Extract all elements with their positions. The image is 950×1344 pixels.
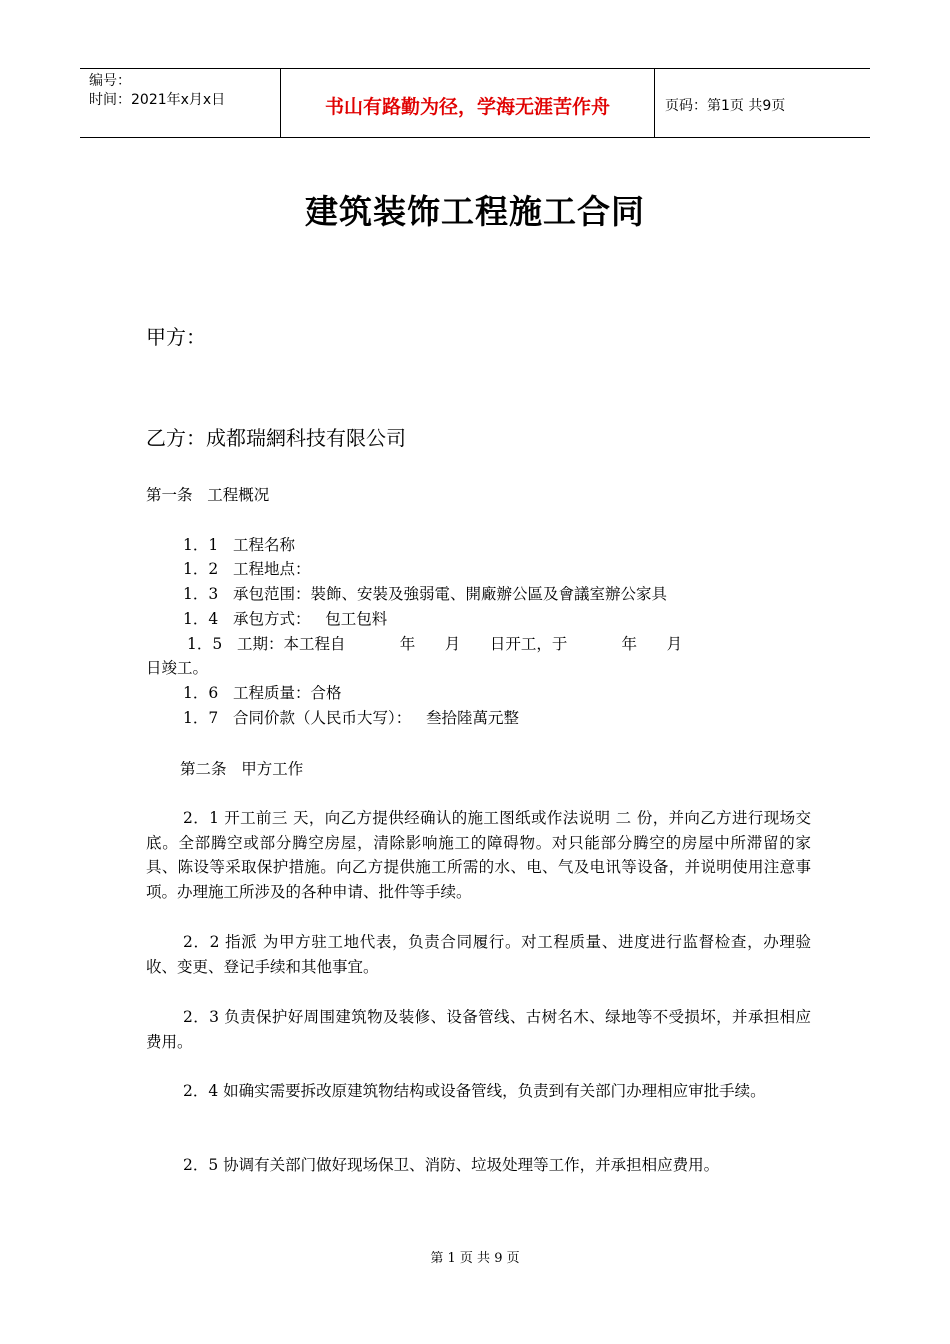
- article2-paragraph: 2．4 如确实需要拆改原建筑物结构或设备管线，负责到有关部门办理相应审批手续。: [183, 1082, 766, 1100]
- article2-paragraph: 2．1 开工前三 天，向乙方提供经确认的施工图纸或作法说明 二 份，并向乙方进行现场交底。全部腾空或部分腾空房屋，清除影响施工的障碍物。对只能部分腾空的房屋中所滞留的家具、陈设等采取保护措施。向乙方提供施工所需的水、电、气及电讯等设备，并说明使用注意事项。办理施工所涉及的各种申请、批件等手续。: [146, 809, 811, 901]
- party-b: 乙方：成都瑞網科技有限公司: [146, 426, 406, 450]
- time-label: 时间：2021年x月x日: [89, 92, 226, 108]
- party-a: 甲方：: [146, 325, 206, 349]
- header-motto: 书山有路勤为径，学海无涯苦作舟: [281, 69, 655, 137]
- article1-item: 1．3 承包范围：裝飾、安裝及強弱電、開廠辦公區及會議室辦公家具: [183, 585, 668, 603]
- article1-item: 1．5 工期：本工程自 年 月 日开工，于 年 月: [187, 635, 683, 653]
- article2-heading: 第二条 甲方工作: [180, 760, 304, 778]
- article1-item: 1．4 承包方式： 包工包料: [183, 610, 388, 628]
- article1-item: 1．7 合同价款（人民币大写）： 叁拾陸萬元整: [183, 709, 520, 727]
- number-label: 编号：: [89, 73, 131, 89]
- article2-paragraph: 2．3 负责保护好周围建筑物及装修、设备管线、古树名木、绿地等不受损坏，并承担相应费用。: [146, 1008, 811, 1051]
- article1-item: 1．1 工程名称: [183, 536, 296, 554]
- article1-heading: 第一条 工程概况: [146, 486, 270, 504]
- page-footer: 第 1 页 共 9 页: [430, 1251, 520, 1266]
- document-title: 建筑装饰工程施工合同: [305, 192, 645, 231]
- header-page-info: 页码：第1页 共9页: [665, 98, 786, 114]
- article1-item: 1．2 工程地点：: [183, 560, 311, 578]
- article2-paragraph: 2．2 指派 为甲方驻工地代表，负责合同履行。对工程质量、进度进行监督检查，办理验收、变更、登记手续和其他事宜。: [146, 933, 811, 976]
- article2-paragraph: 2．5 协调有关部门做好现场保卫、消防、垃圾处理等工作，并承担相应费用。: [183, 1156, 720, 1174]
- article1-item: 1．6 工程质量：合格: [183, 684, 342, 702]
- header-meta: [80, 69, 281, 137]
- article1-item: 日竣工。: [146, 659, 209, 677]
- document-header: [80, 68, 870, 138]
